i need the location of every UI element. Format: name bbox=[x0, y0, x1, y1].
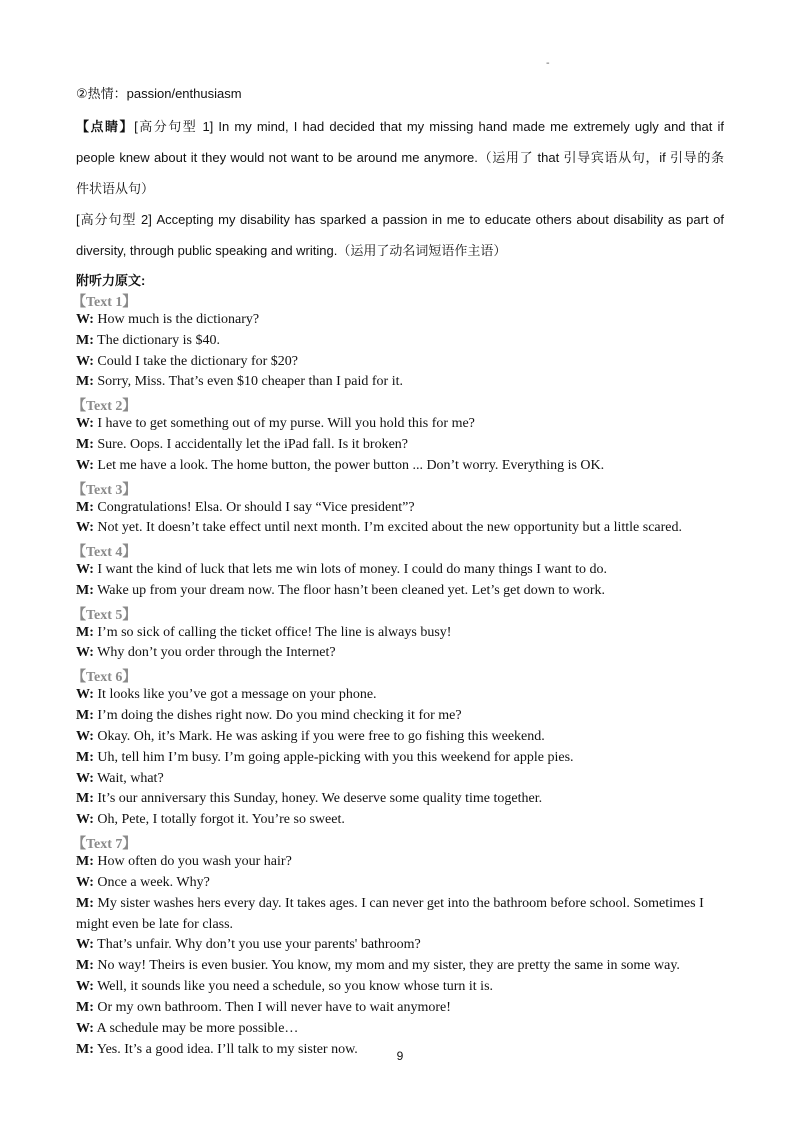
text-header: 【Text 7】 bbox=[72, 837, 137, 852]
dialogue-text: I want the kind of luck that lets me win lots of money. I could do many things I want to do. bbox=[93, 562, 608, 577]
tip-line-3: 件状语从句） bbox=[76, 181, 155, 196]
dialogue-line bbox=[76, 896, 704, 912]
dialogue-text: Wait, what? bbox=[93, 771, 164, 786]
speaker-label: M: bbox=[76, 791, 94, 806]
dialogue-line bbox=[76, 520, 682, 536]
text-header: 【Text 1】 bbox=[72, 295, 137, 310]
speaker-label: W: bbox=[76, 354, 94, 369]
dialogue-line bbox=[76, 437, 408, 453]
dialogue-line bbox=[76, 729, 545, 745]
speaker-label: M: bbox=[76, 500, 94, 515]
speaker-label: W: bbox=[76, 729, 94, 744]
dialogue-text: Okay. Oh, it’s Mark. He was asking if you were free to go fishing this weekend. bbox=[93, 729, 545, 744]
dialogue-text: I’m doing the dishes right now. Do you mind checking it for me? bbox=[93, 708, 462, 723]
speaker-label: M: bbox=[76, 708, 94, 723]
dialogue-line bbox=[76, 416, 475, 432]
tip-tag-1: [高分句型 1] bbox=[134, 119, 214, 134]
dialogue-text: How often do you wash your hair? bbox=[93, 854, 292, 869]
speaker-label: M: bbox=[76, 958, 94, 973]
text-header: 【Text 4】 bbox=[72, 545, 137, 560]
dialogue-line bbox=[76, 958, 680, 974]
dialogue-text: Once a week. Why? bbox=[93, 875, 210, 890]
dialogue-line bbox=[76, 687, 377, 703]
dialogue-line bbox=[76, 625, 451, 641]
dialogue-text: The dictionary is $40. bbox=[93, 333, 220, 348]
speaker-label: M: bbox=[76, 625, 94, 640]
speaker-label: M: bbox=[76, 583, 94, 598]
dialogue-line bbox=[76, 917, 233, 933]
dialogue-text: Sure. Oops. I accidentally let the iPad fall. Is it broken? bbox=[93, 437, 409, 452]
text-header: 【Text 6】 bbox=[72, 670, 137, 685]
dialogue-line bbox=[76, 562, 607, 578]
page-number: 9 bbox=[396, 1049, 404, 1063]
tip-line-4 bbox=[76, 209, 724, 243]
dialogue-line bbox=[76, 979, 493, 995]
dialogue-text: Wake up from your dream now. The floor hasn’t been cleaned yet. Let’s get down to work. bbox=[93, 583, 606, 598]
dialogue-text: It looks like you’ve got a message on your phone. bbox=[93, 687, 377, 702]
dialogue-line bbox=[76, 875, 210, 891]
dialogue-line bbox=[76, 312, 259, 328]
dialogue-text: No way! Theirs is even busier. You know, my mom and my sister, they are pretty the same in some way. bbox=[93, 958, 680, 973]
dialogue-line bbox=[76, 854, 292, 870]
appendix-title: 附听力原文: bbox=[76, 273, 146, 288]
dialogue-text: A schedule may be more possible… bbox=[93, 1021, 299, 1036]
dialogue-text: Or my own bathroom. Then I will never have to wait anymore! bbox=[93, 1000, 451, 1015]
dialogue-line bbox=[76, 1021, 298, 1037]
dialogue-text: Oh, Pete, I totally forgot it. You’re so sweet. bbox=[93, 812, 345, 827]
tip-label: 【点睛】 bbox=[76, 119, 135, 134]
dialogue-text: might even be late for class. bbox=[76, 917, 234, 932]
speaker-label: M: bbox=[76, 896, 94, 911]
dialogue-text: Could I take the dictionary for $20? bbox=[93, 354, 298, 369]
dialogue-line bbox=[76, 645, 336, 661]
dialogue-line bbox=[76, 354, 298, 370]
text-header: 【Text 5】 bbox=[72, 608, 137, 623]
speaker-label: W: bbox=[76, 687, 94, 702]
speaker-label: W: bbox=[76, 416, 94, 431]
dialogue-text: That’s unfair. Why don’t you use your parents' bathroom? bbox=[93, 937, 421, 952]
dialogue-text: Congratulations! Elsa. Or should I say “Vice president”? bbox=[93, 500, 415, 515]
dialogue-line bbox=[76, 791, 542, 807]
text-header: 【Text 2】 bbox=[72, 399, 137, 414]
speaker-label: M: bbox=[76, 333, 94, 348]
dialogue-text: Uh, tell him I’m busy. I’m going apple-picking with you this weekend for apple pies. bbox=[93, 750, 574, 765]
tip-sentence-2a: Accepting my disability has sparked a passion in me to educate others about disability as part of bbox=[151, 212, 724, 227]
speaker-label: W: bbox=[76, 771, 94, 786]
dialogue-line bbox=[76, 374, 403, 390]
dialogue-line bbox=[76, 708, 462, 724]
top-mark: - bbox=[546, 58, 550, 69]
dialogue-line bbox=[76, 458, 604, 474]
speaker-label: W: bbox=[76, 812, 94, 827]
speaker-label: M: bbox=[76, 374, 94, 389]
speaker-label: M: bbox=[76, 1042, 94, 1057]
vocab-line: ②热情：passion/enthusiasm bbox=[76, 86, 242, 101]
text-header: 【Text 3】 bbox=[72, 483, 137, 498]
speaker-label: W: bbox=[76, 645, 94, 660]
dialogue-text: It’s our anniversary this Sunday, honey. We deserve some quality time together. bbox=[93, 791, 543, 806]
tip-line-2: people knew about it they would not want to be around me anymore.（运用了 that 引导宾语从句，if 引导的条 bbox=[76, 150, 724, 165]
dialogue-line bbox=[76, 937, 421, 953]
dialogue-line bbox=[76, 583, 605, 599]
speaker-label: M: bbox=[76, 854, 94, 869]
speaker-label: W: bbox=[76, 562, 94, 577]
tip-line-1 bbox=[76, 116, 724, 150]
dialogue-text: Yes. It’s a good idea. I’ll talk to my sister now. bbox=[93, 1042, 358, 1057]
speaker-label: M: bbox=[76, 1000, 94, 1015]
speaker-label: M: bbox=[76, 437, 94, 452]
dialogue-line bbox=[76, 500, 415, 516]
speaker-label: W: bbox=[76, 979, 94, 994]
dialogue-line bbox=[76, 333, 220, 349]
speaker-label: W: bbox=[76, 458, 94, 473]
dialogue-text: Why don’t you order through the Internet? bbox=[93, 645, 336, 660]
dialogue-text: Sorry, Miss. That’s even $10 cheaper than I paid for it. bbox=[93, 374, 403, 389]
speaker-label: W: bbox=[76, 520, 94, 535]
speaker-label: W: bbox=[76, 312, 94, 327]
dialogue-text: I’m so sick of calling the ticket office! The line is always busy! bbox=[93, 625, 452, 640]
speaker-label: W: bbox=[76, 937, 94, 952]
tip-sentence-1a: In my mind, I had decided that my missing hand made me extremely ugly and that if bbox=[213, 119, 724, 134]
dialogue-line bbox=[76, 812, 345, 828]
speaker-label: M: bbox=[76, 750, 94, 765]
dialogue-text: How much is the dictionary? bbox=[93, 312, 260, 327]
dialogue-text: Not yet. It doesn’t take effect until next month. I’m excited about the new opportunity but a little scared. bbox=[93, 520, 682, 535]
dialogue-line bbox=[76, 1000, 451, 1016]
speaker-label: W: bbox=[76, 1021, 94, 1036]
dialogue-text: Well, it sounds like you need a schedule, so you know whose turn it is. bbox=[93, 979, 494, 994]
tip-line-5: diversity, through public speaking and writing.（运用了动名词短语作主语） bbox=[76, 243, 507, 258]
dialogue-line bbox=[76, 771, 164, 787]
speaker-label: W: bbox=[76, 875, 94, 890]
dialogue-line bbox=[76, 750, 574, 766]
tip-tag-2: [高分句型 2] bbox=[76, 212, 152, 227]
dialogue-text: I have to get something out of my purse. Will you hold this for me? bbox=[93, 416, 475, 431]
dialogue-text: My sister washes hers every day. It takes ages. I can never get into the bathroom before school. Sometimes I bbox=[93, 896, 704, 911]
dialogue-text: Let me have a look. The home button, the power button ... Don’t worry. Everything is OK. bbox=[93, 458, 605, 473]
